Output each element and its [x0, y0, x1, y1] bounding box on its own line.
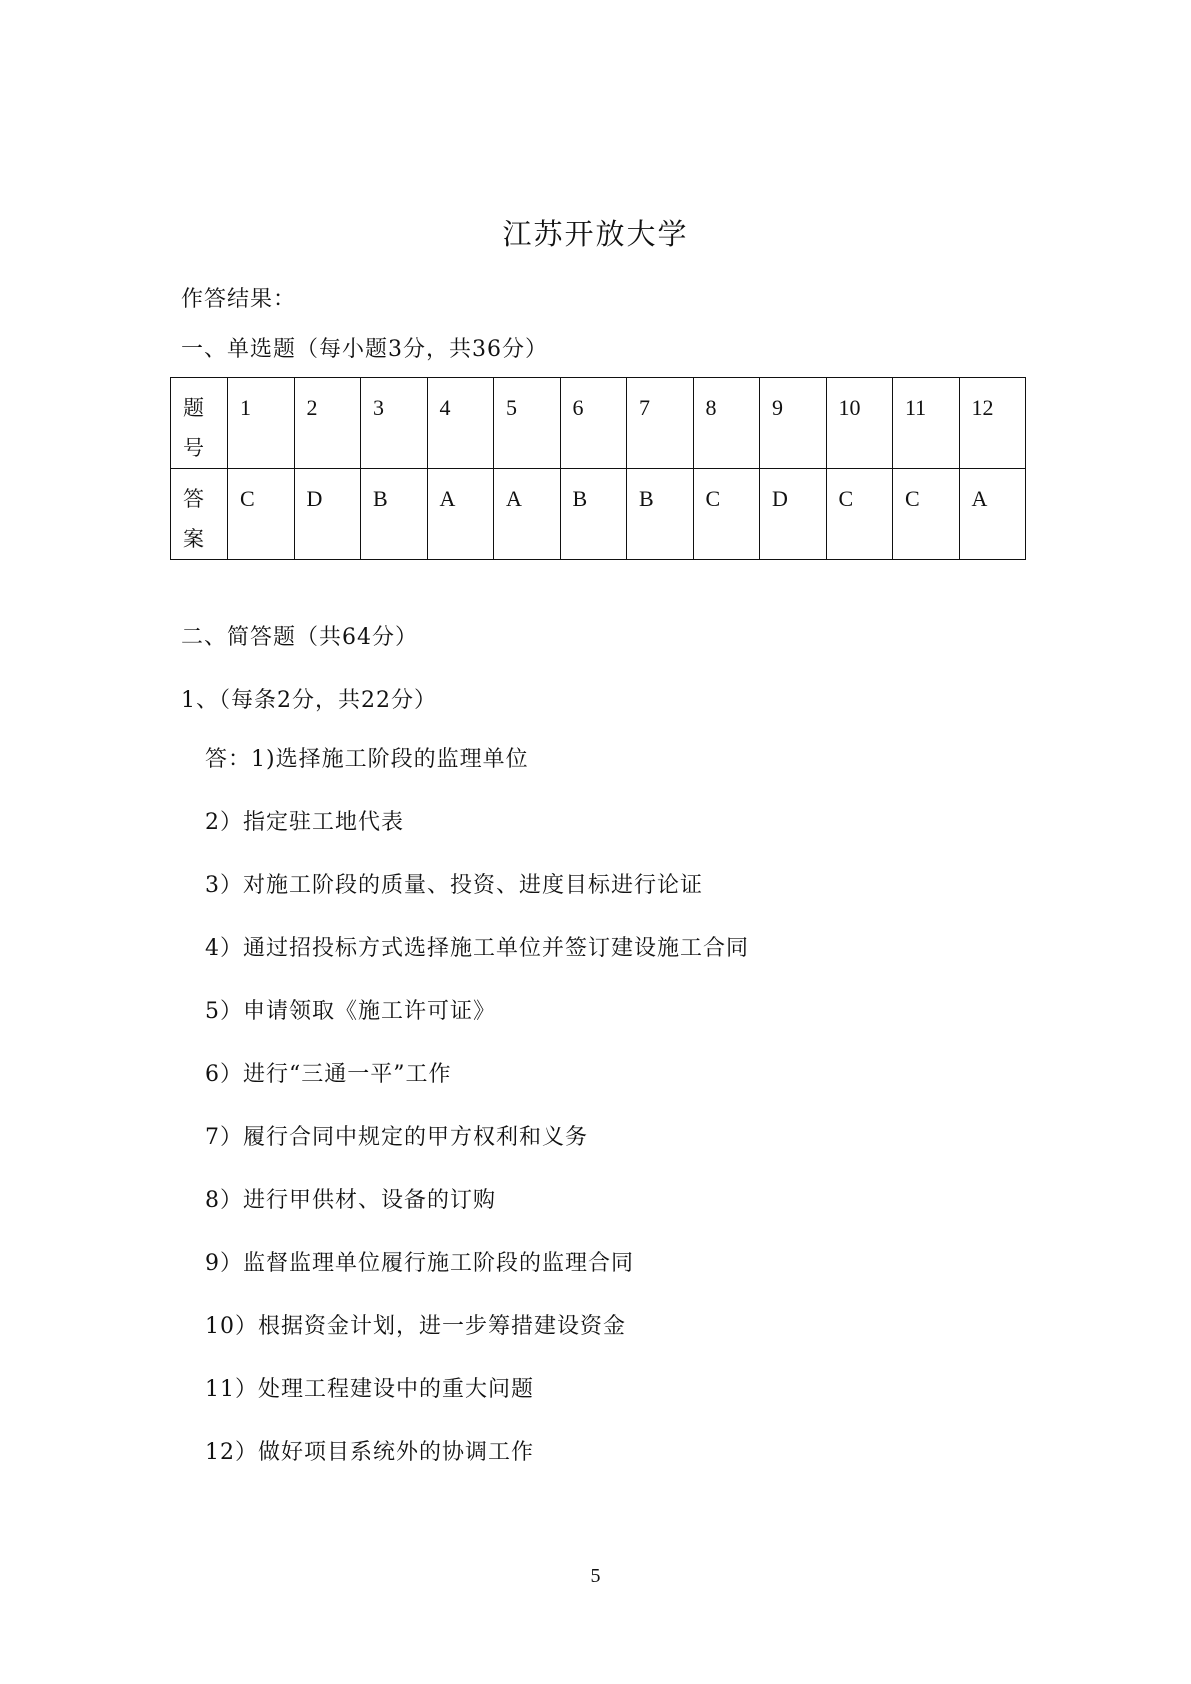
- question-number-cell: 10: [826, 378, 893, 469]
- answer-cell: C: [893, 469, 960, 560]
- answer-items-list: [205, 742, 749, 1498]
- list-item: 11）处理工程建设中的重大问题: [205, 1377, 534, 1402]
- answer-table: [170, 377, 1026, 560]
- question1-heading: 1、（每条2分，共22分）: [181, 688, 437, 713]
- question-number-cell: 2: [294, 378, 361, 469]
- question-number-header: [171, 378, 228, 469]
- list-item: 6）进行“三通一平”工作: [205, 1062, 452, 1087]
- answer-cell: B: [627, 469, 694, 560]
- question-number-cell: 6: [560, 378, 627, 469]
- list-item: 12）做好项目系统外的协调工作: [205, 1440, 534, 1465]
- answer-cell: B: [560, 469, 627, 560]
- answer-cell: A: [427, 469, 494, 560]
- header-char: 题: [183, 396, 204, 420]
- answers-label: 作答结果：: [181, 287, 297, 312]
- question-number-cell: 11: [893, 378, 960, 469]
- question-number-cell: 9: [760, 378, 827, 469]
- list-item: 2）指定驻工地代表: [205, 810, 404, 835]
- header-char: 答: [183, 487, 204, 511]
- question-number-cell: 12: [959, 378, 1026, 469]
- header-char: 案: [183, 527, 204, 551]
- list-item: 9）监督监理单位履行施工阶段的监理合同: [205, 1251, 634, 1276]
- answer-cell: C: [693, 469, 760, 560]
- header-char: 号: [183, 436, 204, 460]
- answer-cell: A: [959, 469, 1026, 560]
- question-number-cell: 1: [228, 378, 295, 469]
- list-item: 8）进行甲供材、设备的订购: [205, 1188, 496, 1213]
- question-number-cell: 7: [627, 378, 694, 469]
- answer-cell: A: [494, 469, 561, 560]
- question-number-cell: 3: [361, 378, 428, 469]
- answer-row: [171, 469, 1026, 560]
- section2-heading: 二、简答题（共64分）: [181, 625, 418, 650]
- answer-cell: D: [760, 469, 827, 560]
- question-number-cell: 8: [693, 378, 760, 469]
- list-item: 7）履行合同中规定的甲方权利和义务: [205, 1125, 588, 1150]
- answer-header: [171, 469, 228, 560]
- question-number-row: [171, 378, 1026, 469]
- list-item: 10）根据资金计划，进一步筹措建设资金: [205, 1314, 626, 1339]
- page-number: 5: [590, 1565, 601, 1587]
- list-item: 答：1)选择施工阶段的监理单位: [205, 747, 529, 772]
- answer-cell: C: [228, 469, 295, 560]
- list-item: 4）通过招投标方式选择施工单位并签订建设施工合同: [205, 936, 749, 961]
- question-number-cell: 5: [494, 378, 561, 469]
- answer-cell: C: [826, 469, 893, 560]
- answer-cell: D: [294, 469, 361, 560]
- question-number-cell: 4: [427, 378, 494, 469]
- list-item: 5）申请领取《施工许可证》: [205, 999, 496, 1024]
- section1-heading: 一、单选题（每小题3分，共36分）: [181, 337, 548, 362]
- list-item: 3）对施工阶段的质量、投资、进度目标进行论证: [205, 873, 703, 898]
- answer-cell: B: [361, 469, 428, 560]
- document-title: 江苏开放大学: [502, 217, 689, 251]
